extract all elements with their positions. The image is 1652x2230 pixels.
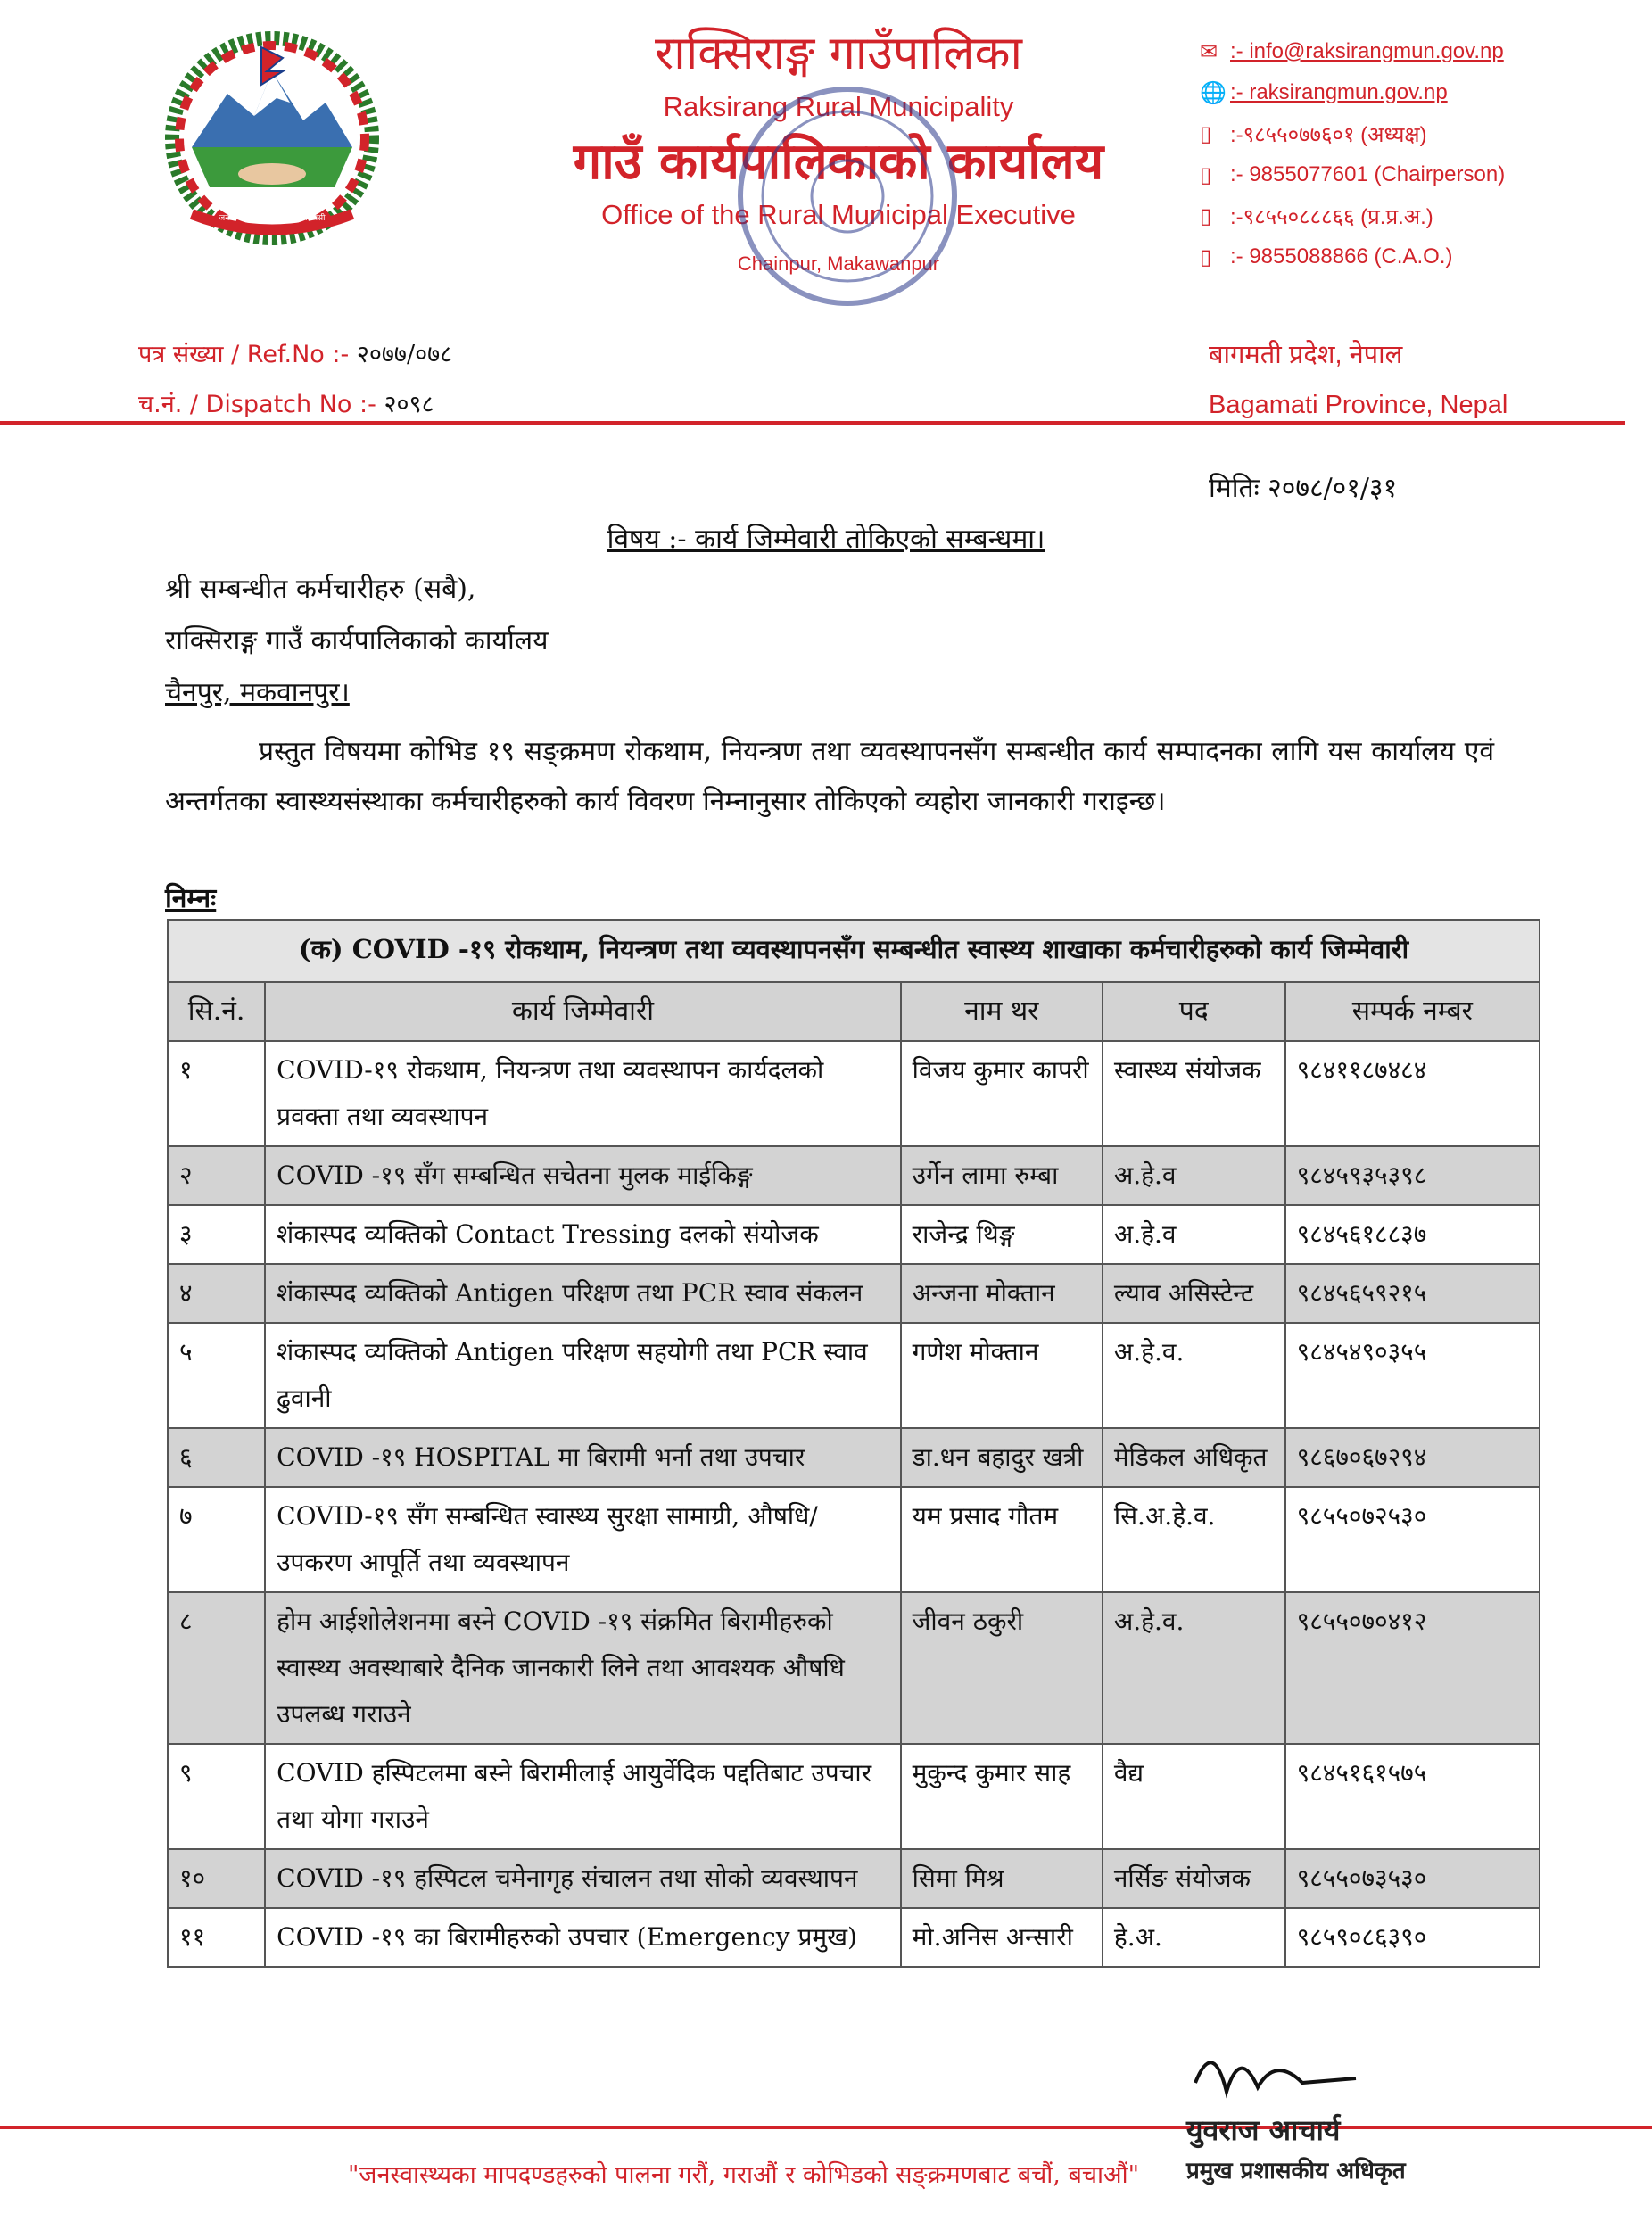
table-row [168, 1908, 1540, 1967]
emblem-motto: जननी जन्मभूमिश्च स्वर्गादपि गरीयसी [219, 214, 326, 223]
office-stamp [731, 80, 963, 312]
cell-sn: १ [168, 1041, 265, 1146]
phone-cao-en: :- 9855088866 (C.A.O.) [1230, 244, 1453, 268]
cell-sn: ५ [168, 1323, 265, 1428]
cell-name: यम प्रसाद गौतम [901, 1487, 1103, 1592]
cell-post: अ.हे.व [1103, 1146, 1285, 1205]
website-link[interactable]: :- raksirangmun.gov.np [1230, 80, 1448, 104]
recipient-block [165, 564, 548, 719]
header-divider [0, 421, 1625, 425]
cell-duty: COVID -१९ HOSPITAL मा बिरामी भर्ना तथा उपचार [265, 1428, 901, 1487]
col-header-sn: सि.नं. [168, 982, 265, 1041]
col-header-contact: सम्पर्क नम्बर [1285, 982, 1540, 1041]
phone-cao-np: :-९८५५०८८८६६ (प्र.प्र.अ.) [1230, 204, 1433, 229]
cell-sn: ३ [168, 1205, 265, 1264]
cell-post: अ.हे.व. [1103, 1323, 1285, 1428]
cell-post: वैद्य [1103, 1744, 1285, 1849]
cell-name: डा.धन बहादुर खत्री [901, 1428, 1103, 1487]
subject-text: विषय :- कार्य जिम्मेवारी तोकिएको सम्बन्धमा। [607, 524, 1045, 555]
phone-chair-en: :- 9855077601 (Chairperson) [1230, 162, 1506, 186]
cell-sn: ८ [168, 1592, 265, 1744]
cell-name: जीवन ठकुरी [901, 1592, 1103, 1744]
cell-contact: ९८५९०८६३९० [1285, 1908, 1540, 1967]
cell-name: सिमा मिश्र [901, 1849, 1103, 1908]
cell-contact: ९८६७०६७२९४ [1285, 1428, 1540, 1487]
province-np: बागमती प्रदेश, नेपाल [1209, 341, 1403, 369]
cell-post: सि.अ.हे.व. [1103, 1487, 1285, 1592]
letter-date: मितिः २०७८/०१/३१ [1209, 473, 1398, 504]
contact-block [1200, 31, 1619, 277]
cell-name: राजेन्द्र थिङ्ग [901, 1205, 1103, 1264]
duty-table [167, 919, 1540, 1968]
province-block [1209, 330, 1507, 430]
cell-contact: ९८४५९३५३९८ [1285, 1146, 1540, 1205]
office-address: Chainpur, Makawanpur [737, 252, 940, 275]
phone-icon: ▯ [1200, 244, 1212, 269]
cell-contact: ९८४११८७४८४ [1285, 1041, 1540, 1146]
letter-body: प्रस्तुत विषयमा कोभिड १९ सङ्क्रमण रोकथाम, नियन्त्रण तथा व्यवस्थापनसँग सम्बन्धीत कार्य सम्पादनका लागि यस कार्यालय एवं अन्तर्गतका स्वास्थ्यसंस्थाका कर्मचारीहरुको कार्य विवरण निम्नानुसार तोकिएको व्यहोरा जानकारी गराइन्छ। [165, 736, 1494, 817]
cell-post: अ.हे.व [1103, 1205, 1285, 1264]
reference-block [138, 330, 452, 430]
table-row [168, 1487, 1540, 1592]
table-row [168, 1264, 1540, 1323]
cell-sn: ६ [168, 1428, 265, 1487]
cell-sn: २ [168, 1146, 265, 1205]
col-header-duty: कार्य जिम्मेवारी [265, 982, 901, 1041]
phone-icon: ▯ [1200, 162, 1212, 187]
office-name-en: Office of the Rural Municipal Executive [601, 199, 1076, 230]
table-row [168, 1592, 1540, 1744]
cell-duty: COVID-१९ सँग सम्बन्धित स्वास्थ्य सुरक्षा सामाग्री, औषधि/उपकरण आपूर्ति तथा व्यवस्थापन [265, 1487, 901, 1592]
recipient-line: चैनपुर, मकवानपुर। [165, 677, 350, 708]
phone-icon: ▯ [1200, 203, 1212, 228]
cell-name: मो.अनिस अन्सारी [901, 1908, 1103, 1967]
col-header-name: नाम थर [901, 982, 1103, 1041]
footer-slogan: "जनस्वास्थ्यका मापदण्डहरुको पालना गरौं, गराऔं र कोभिडको सङ्क्रमणबाट बचौं, बचाऔं" [348, 2161, 1140, 2189]
cell-post: ल्याव असिस्टेन्ट [1103, 1264, 1285, 1323]
recipient-line: राक्सिराङ्ग गाउँ कार्यपालिकाको कार्यालय [165, 625, 549, 657]
cell-contact: ९८४५४९०३५५ [1285, 1323, 1540, 1428]
cell-name: अन्जना मोक्तान [901, 1264, 1103, 1323]
ref-label: पत्र संख्या / Ref.No :- [138, 341, 350, 368]
table-row [168, 1744, 1540, 1849]
globe-icon: 🌐 [1200, 80, 1227, 105]
province-en: Bagamati Province, Nepal [1209, 391, 1508, 419]
phone-icon: ▯ [1200, 121, 1212, 146]
cell-duty: COVID -१९ हस्पिटल चमेनागृह संचालन तथा सोको व्यवस्थापन [265, 1849, 901, 1908]
col-header-post: पद [1103, 982, 1285, 1041]
signatory-block [1186, 2110, 1406, 2192]
cell-name: विजय कुमार कापरी [901, 1041, 1103, 1146]
recipient-line: श्री सम्बन्धीत कर्मचारीहरु (सबै), [165, 574, 476, 605]
office-name-np: गाउँ कार्यपालिकाको कार्यालय [573, 132, 1104, 191]
table-row [168, 1849, 1540, 1908]
ref-value: २०७७/०७८ [356, 341, 453, 368]
table-row [168, 1041, 1540, 1146]
cell-post: अ.हे.व. [1103, 1592, 1285, 1744]
letter-subject [0, 519, 1652, 556]
cell-sn: ७ [168, 1487, 265, 1592]
cell-duty: COVID -१९ का बिरामीहरुको उपचार (Emergency प्रमुख) [265, 1908, 901, 1967]
table-caption: (क) COVID -१९ रोकथाम, नियन्त्रण तथा व्यवस्थापनसँग सम्बन्धीत स्वास्थ्य शाखाका कर्मचारीहरुको कार्य जिम्मेवारी [168, 920, 1540, 982]
cell-sn: ९ [168, 1744, 265, 1849]
cell-post: हे.अ. [1103, 1908, 1285, 1967]
cell-duty: शंकास्पद व्यक्तिको Antigen परिक्षण तथा PCR स्वाव संकलन [265, 1264, 901, 1323]
cell-post: स्वास्थ्य संयोजक [1103, 1041, 1285, 1146]
cell-name: उर्गेन लामा रुम्बा [901, 1146, 1103, 1205]
phone-chair-np: :-९८५५०७७६०१ (अध्यक्ष) [1230, 122, 1427, 147]
dispatch-value: २०९८ [384, 391, 434, 418]
cell-sn: १० [168, 1849, 265, 1908]
cell-duty: COVID -१९ सँग सम्बन्धित सचेतना मुलक माईकिङ्ग [265, 1146, 901, 1205]
cell-contact: ९८५५०७२५३० [1285, 1487, 1540, 1592]
table-row [168, 1323, 1540, 1428]
email-link[interactable]: :- info@raksirangmun.gov.np [1230, 39, 1504, 63]
cell-contact: ९८४५१६१५७५ [1285, 1744, 1540, 1849]
municipality-name-en: Raksirang Rural Municipality [663, 91, 1014, 122]
cell-sn: ४ [168, 1264, 265, 1323]
cell-duty: COVID हस्पिटलमा बस्ने बिरामीलाई आयुर्वेदिक पद्दतिबाट उपचार तथा योगा गराउने [265, 1744, 901, 1849]
cell-name: मुकुन्द कुमार साह [901, 1744, 1103, 1849]
email-icon: ✉ [1200, 39, 1218, 64]
cell-contact: ९८४५६१८८३७ [1285, 1205, 1540, 1264]
cell-sn: ११ [168, 1908, 265, 1967]
cell-post: मेडिकल अधिकृत [1103, 1428, 1285, 1487]
cell-contact: ९८५५०७०४१२ [1285, 1592, 1540, 1744]
cell-post: नर्सिङ संयोजक [1103, 1849, 1285, 1908]
cell-contact: ९८४५६५९२१५ [1285, 1264, 1540, 1323]
dispatch-label: च.नं. / Dispatch No :- [138, 391, 376, 418]
cell-duty: होम आईशोलेशनमा बस्ने COVID -१९ संक्रमित बिरामीहरुको स्वास्थ्य अवस्थाबारे दैनिक जानकारी लिने तथा आवश्यक औषधि उपलब्ध गराउने [265, 1592, 901, 1744]
municipality-emblem [156, 31, 388, 250]
municipality-name-np: राक्सिराङ्ग गाउँपालिका [655, 27, 1022, 80]
table-row [168, 1205, 1540, 1264]
cell-name: गणेश मोक्तान [901, 1323, 1103, 1428]
signatory-name: युवराज आचार्य [1186, 2113, 1341, 2147]
cell-contact: ९८५५०७३५३० [1285, 1849, 1540, 1908]
table-row [168, 1428, 1540, 1487]
below-label: निम्नः [165, 883, 217, 914]
cell-duty: COVID-१९ रोकथाम, नियन्त्रण तथा व्यवस्थापन कार्यदलको प्रवक्ता तथा व्यवस्थापन [265, 1041, 901, 1146]
cell-duty: शंकास्पद व्यक्तिको Contact Tressing दलको संयोजक [265, 1205, 901, 1264]
signatory-title: प्रमुख प्रशासकीय अधिकृत [1186, 2158, 1406, 2185]
table-row [168, 1146, 1540, 1205]
cell-duty: शंकास्पद व्यक्तिको Antigen परिक्षण सहयोगी तथा PCR स्वाव ढुवानी [265, 1323, 901, 1428]
